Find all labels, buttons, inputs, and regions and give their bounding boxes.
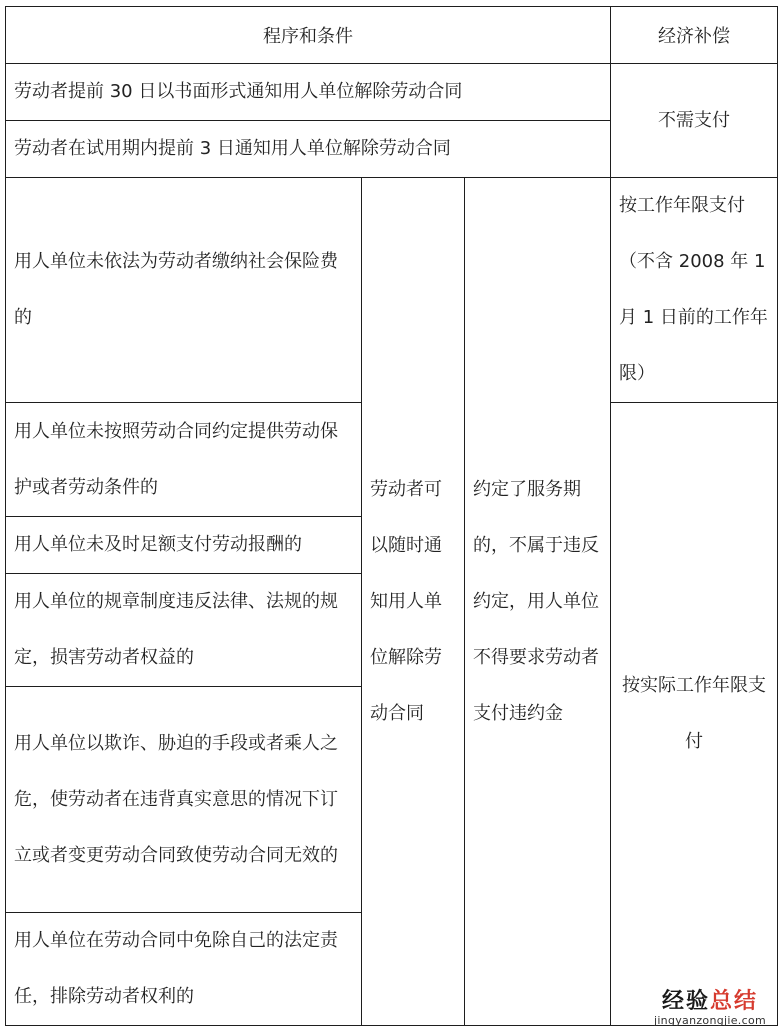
- severance-table: [5, 6, 778, 1026]
- header-compensation: 经济补偿: [611, 7, 778, 64]
- service-term-cell: 约定了服务期的，不属于违反约定，用人单位不得要求劳动者支付违约金: [465, 178, 611, 1026]
- condition-cell: 劳动者在试用期内提前 3 日通知用人单位解除劳动合同: [6, 121, 611, 178]
- compensation-by-actual-years: 按实际工作年限支付: [611, 403, 778, 1026]
- notice-cell: 劳动者可以随时通知用人单位解除劳动合同: [362, 178, 465, 1026]
- table-header-row: [6, 7, 778, 64]
- compensation-by-years: 按工作年限支付（不含 2008 年 1 月 1 日前的工作年限）: [611, 178, 778, 403]
- header-conditions: 程序和条件: [6, 7, 611, 64]
- condition-cell: 用人单位未按照劳动合同约定提供劳动保护或者劳动条件的: [6, 403, 362, 517]
- condition-cell: 劳动者提前 30 日以书面形式通知用人单位解除劳动合同: [6, 64, 611, 121]
- condition-cell: 用人单位未依法为劳动者缴纳社会保险费的: [6, 178, 362, 403]
- compensation-none: 不需支付: [611, 64, 778, 178]
- condition-cell: 用人单位未及时足额支付劳动报酬的: [6, 517, 362, 574]
- condition-cell: 用人单位在劳动合同中免除自己的法定责任，排除劳动者权利的: [6, 913, 362, 1026]
- condition-cell: 用人单位的规章制度违反法律、法规的规定，损害劳动者权益的: [6, 574, 362, 687]
- site-watermark: [654, 991, 766, 1026]
- table-row: [6, 178, 778, 403]
- condition-cell: 用人单位以欺诈、胁迫的手段或者乘人之危，使劳动者在违背真实意思的情况下订立或者变更劳动合同致使劳动合同无效的: [6, 687, 362, 913]
- watermark-text-left: 经验: [661, 989, 710, 1014]
- table-row: [6, 64, 778, 121]
- watermark-url: jingyanzongjie.com: [653, 1014, 766, 1027]
- watermark-logo: [654, 991, 766, 1013]
- watermark-text-right: 总结: [709, 989, 758, 1014]
